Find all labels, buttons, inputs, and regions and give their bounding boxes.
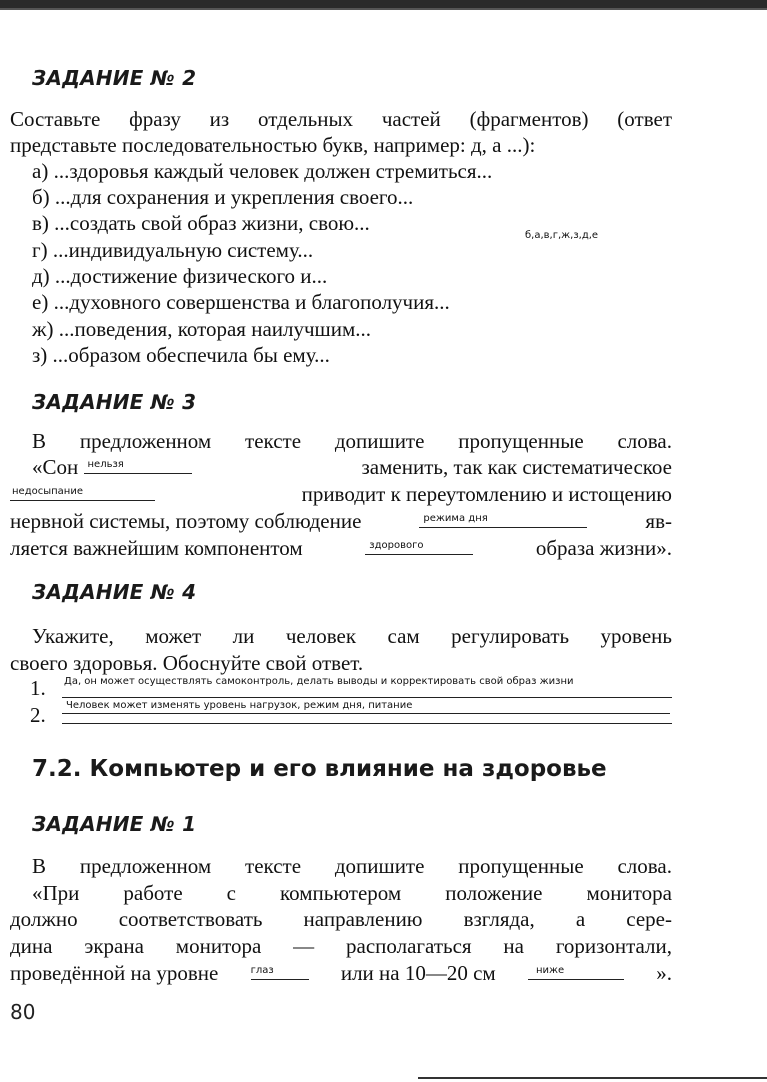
task2-line: представьте последовательностью букв, например: д, а ...):	[10, 133, 536, 157]
task1-text: или на 10—20 см	[340, 961, 496, 985]
task2-option-b: б) ...для сохранения и укрепления своего...	[32, 185, 414, 209]
task2-answer: б,а,в,г,ж,з,д,е	[525, 230, 599, 241]
task4-line2: своего здоровья. Обоснуйте свой ответ.	[10, 651, 364, 675]
task4-answer-line-2[interactable]	[62, 723, 672, 724]
task3-fill-2: недосыпание	[12, 486, 83, 497]
task1-heading: ЗАДАНИЕ № 1	[32, 812, 197, 836]
task1-line2: должно соответствовать направлению взгляда, а сере-	[10, 907, 672, 931]
task1-fill-2: ниже	[535, 965, 565, 976]
task3-line2	[10, 481, 672, 507]
task4-heading: ЗАДАНИЕ № 4	[32, 580, 197, 604]
page-number: 80	[10, 1000, 36, 1024]
task1-fill-1: глаз	[250, 965, 274, 976]
task2-option-v: в) ...создать свой образ жизни, свою...	[32, 211, 370, 235]
task3-line4	[10, 535, 672, 561]
task2-option-zh: ж) ...поведения, которая наилучшим...	[32, 317, 371, 341]
task4-number-2: 2.	[30, 703, 46, 727]
section-title: 7.2. Компьютер и его влияние на здоровье	[32, 756, 607, 782]
task3-text: приводит к переутомлению и истощению	[301, 482, 672, 506]
task3-blank-4[interactable]	[365, 536, 473, 555]
task1-text: ».	[656, 961, 672, 985]
task2-line: Составьте фразу из отдельных частей (фрагментов) (ответ	[10, 107, 672, 131]
task1-line3: дина экрана монитора — располагаться на горизонтали,	[10, 934, 672, 958]
task1-line4	[10, 960, 672, 986]
task3-blank-3[interactable]	[419, 509, 587, 528]
task3-text: нервной системы, поэтому соблюдение	[10, 509, 362, 533]
task4-number-1: 1.	[30, 676, 46, 700]
page-top-edge-shadow	[0, 8, 767, 10]
task3-intro: В предложенном тексте допишите пропущенные слова.	[32, 429, 672, 453]
task1-intro: В предложенном тексте допишите пропущенные слова.	[32, 854, 672, 878]
task3-blank-2[interactable]	[10, 482, 155, 501]
task3-line1	[32, 454, 672, 480]
task3-text: образа жизни».	[535, 536, 672, 560]
task4-answer-line-2-top	[62, 713, 670, 714]
task3-fill-3: режима дня	[423, 513, 488, 524]
task2-option-e: е) ...духовного совершенства и благополучия...	[32, 290, 450, 314]
task3-text: ляется важнейшим компонентом	[10, 536, 303, 560]
task1-blank-1[interactable]	[251, 961, 309, 980]
task1-blank-2[interactable]	[528, 961, 624, 980]
task3-blank-1[interactable]	[84, 455, 192, 474]
task2-option-z: з) ...образом обеспечила бы ему...	[32, 343, 330, 367]
task4-answer-1: Да, он может осуществлять самоконтроль, делать выводы и корректировать свой образ жизни	[64, 676, 574, 687]
task3-line3	[10, 508, 672, 534]
task1-text: проведённой на уровне	[10, 961, 219, 985]
task3-heading: ЗАДАНИЕ № 3	[32, 390, 197, 414]
page-top-edge	[0, 0, 767, 8]
task3-text: яв-	[645, 509, 672, 533]
task1-line1: «При работе с компьютером положение монитора	[32, 881, 672, 905]
task4-line1: Укажите, может ли человек сам регулировать уровень	[32, 624, 672, 648]
task3-text: заменить, так как систематическое	[361, 455, 672, 479]
task4-answer-line-1[interactable]	[62, 697, 672, 698]
page-bottom-edge	[418, 1077, 767, 1079]
task3-fill-1: нельзя	[87, 459, 124, 470]
task3-fill-4: здорового	[369, 540, 424, 551]
task2-option-d: д) ...достижение физического и...	[32, 264, 328, 288]
task2-option-a: а) ...здоровья каждый человек должен стремиться...	[32, 159, 493, 183]
task2-heading: ЗАДАНИЕ № 2	[32, 66, 197, 90]
task2-option-g: г) ...индивидуальную систему...	[32, 238, 314, 262]
task4-answer-2: Человек может изменять уровень нагрузок, режим дня, питание	[66, 700, 413, 711]
task3-text: «Сон	[32, 455, 79, 479]
